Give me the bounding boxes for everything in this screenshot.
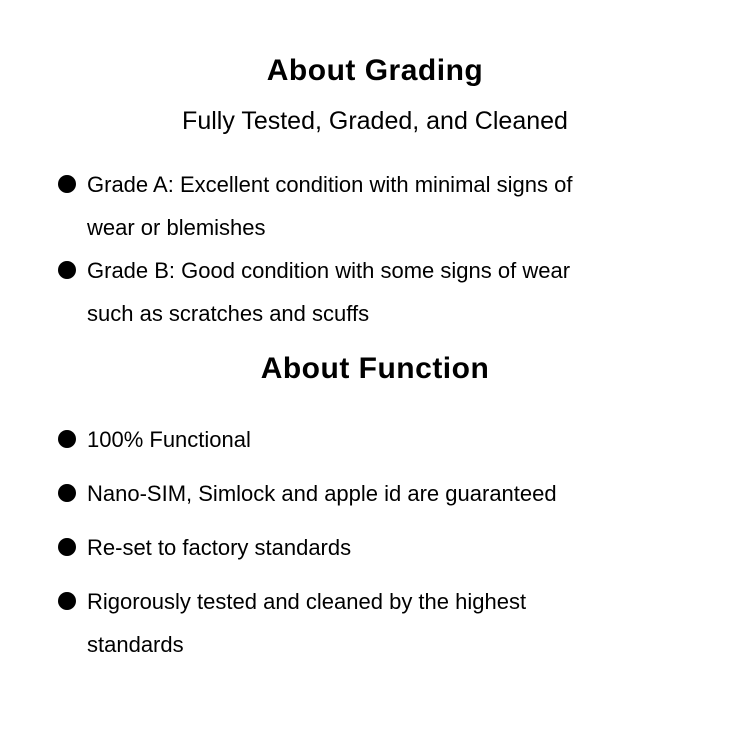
bullet-icon <box>58 430 76 448</box>
list-item-text <box>87 526 351 569</box>
bullet-icon <box>58 592 76 610</box>
list-item-text <box>87 472 557 515</box>
list-item-text <box>87 249 570 335</box>
list-item-text <box>87 418 251 461</box>
list-item-line: such as scratches and scuffs <box>87 301 370 326</box>
list-item-line: 100% Functional <box>87 427 251 452</box>
grading-bullet-list <box>0 163 750 335</box>
list-item <box>58 472 710 515</box>
function-section-heading: About Function <box>260 352 490 385</box>
list-item-line: wear or blemishes <box>87 215 266 240</box>
bullet-icon <box>58 538 76 556</box>
list-item <box>58 249 710 335</box>
grading-section-heading: About Grading <box>266 54 484 87</box>
list-item <box>58 418 710 461</box>
bullet-icon <box>58 175 76 193</box>
bullet-icon <box>58 261 76 279</box>
list-item-line: standards <box>87 632 184 657</box>
bullet-icon <box>58 484 76 502</box>
list-item-text <box>87 163 572 249</box>
list-item-line: Re-set to factory standards <box>87 535 352 560</box>
grading-section-subtitle: Fully Tested, Graded, and Cleaned <box>182 107 568 135</box>
list-item <box>58 526 710 569</box>
list-item-line: Grade B: Good condition with some signs of wear <box>87 258 571 283</box>
list-item-line: Rigorously tested and cleaned by the highest <box>87 589 527 614</box>
list-item <box>58 580 710 666</box>
list-item-line: Nano-SIM, Simlock and apple id are guaranteed <box>87 481 557 506</box>
list-item-line: Grade A: Excellent condition with minimal signs of <box>87 172 573 197</box>
list-item-text <box>87 580 526 666</box>
function-bullet-list <box>0 418 750 666</box>
list-item <box>58 163 710 249</box>
